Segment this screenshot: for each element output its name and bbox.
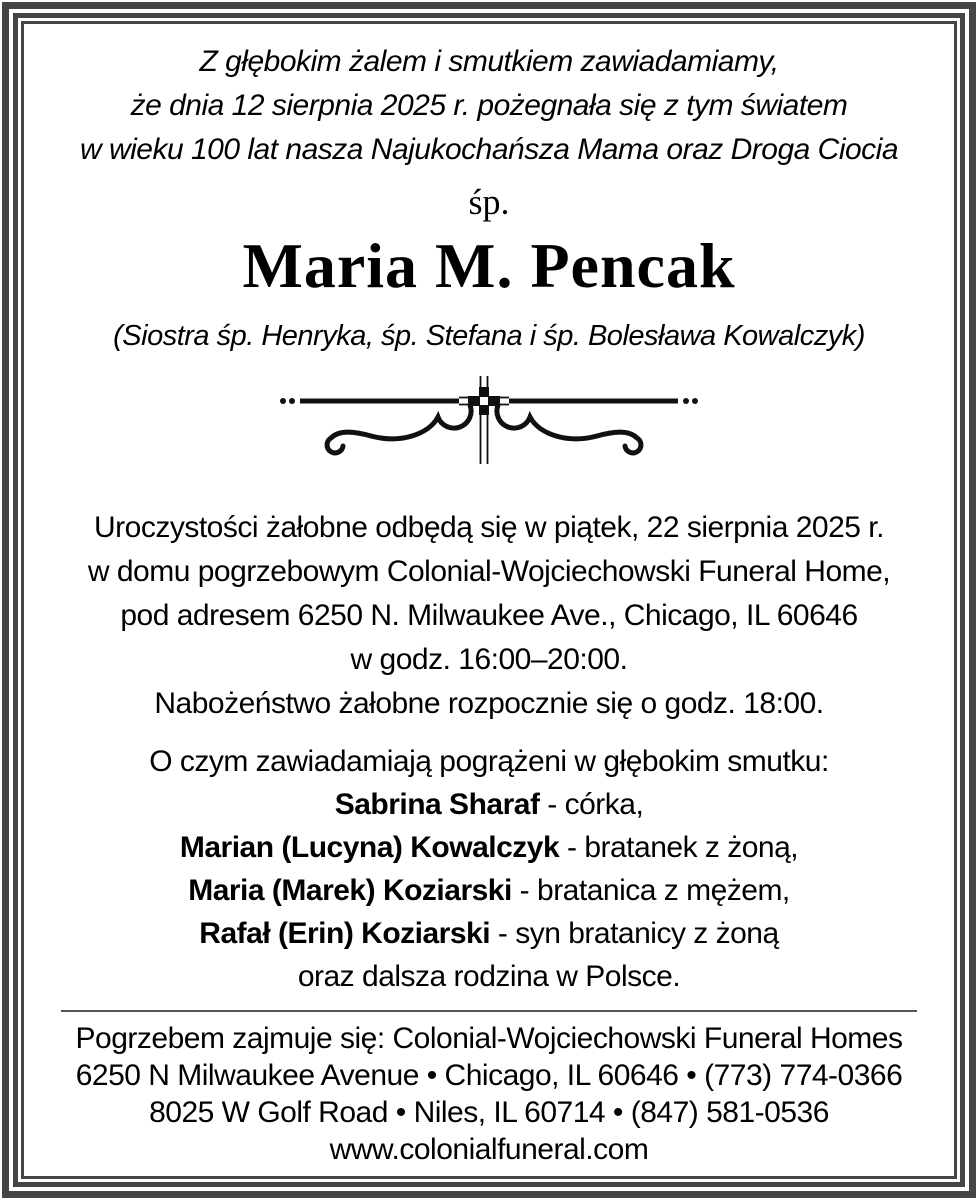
mourner-relation: - bratanek z żoną,	[559, 831, 799, 864]
service-line: w domu pogrzebowym Colonial-Wojciechowski Funeral Home,	[87, 555, 891, 588]
mourners-closing: oraz dalsza rodzina w Polsce.	[297, 960, 681, 993]
mourner-entry	[24, 783, 954, 826]
intro-block	[24, 40, 954, 172]
sp-abbreviation: śp.	[468, 182, 510, 222]
right-flourish	[497, 405, 641, 453]
mourner-entry	[24, 912, 954, 955]
mourner-relation: - syn bratanicy z żoną	[490, 917, 779, 950]
mourner-name: Rafał (Erin) Koziarski	[199, 917, 491, 950]
mourner-name: Sabrina Sharaf	[334, 788, 540, 821]
deceased-name: Maria M. Pencak	[242, 230, 736, 301]
mourner-name: Maria (Marek) Koziarski	[188, 874, 512, 907]
cross-flourish-graphic	[279, 374, 699, 466]
mourner-entry	[24, 826, 954, 869]
mourner-relation: - córka,	[539, 788, 644, 821]
relation-line: (Siostra śp. Henryka, śp. Stefana i śp. Bolesława Kowalczyk)	[113, 320, 865, 352]
left-flourish	[327, 405, 471, 453]
frame-inner	[21, 21, 957, 1179]
footer-divider-line	[61, 1010, 917, 1012]
divider-ornament	[24, 374, 954, 466]
intro-line: w wieku 100 lat nasza Najukochańsza Mama oraz Droga Ciocia	[79, 133, 899, 166]
intro-line: że dnia 12 sierpnia 2025 r. pożegnała się z tym światem	[130, 89, 848, 122]
intro-line: Z głębokim żalem i smutkiem zawiadamiamy,	[199, 45, 779, 78]
mourners-heading: O czym zawiadamiają pogrążeni w głębokim smutku:	[149, 745, 829, 778]
footer-line: 6250 N Milwaukee Avenue • Chicago, IL 60646 • (773) 774-0366	[75, 1059, 903, 1092]
service-line: pod adresem 6250 N. Milwaukee Ave., Chicago, IL 60646	[120, 599, 858, 632]
frame-outer	[2, 2, 976, 1198]
frame-middle	[13, 13, 965, 1187]
footer-line: 8025 W Golf Road • Niles, IL 60714 • (847) 581-0536	[149, 1096, 829, 1129]
mourner-relation: - bratanica z mężem,	[511, 874, 790, 907]
footer-line: Pogrzebem zajmuje się: Colonial-Wojciechowski Funeral Homes	[75, 1022, 903, 1055]
service-line: Uroczystości żałobne odbędą się w piątek, 22 sierpnia 2025 r.	[94, 511, 884, 544]
service-details-block	[24, 506, 954, 726]
service-line: Nabożeństwo żałobne rozpocznie się o godz. 18:00.	[154, 687, 824, 720]
service-line: w godz. 16:00–20:00.	[350, 643, 628, 676]
footer-website: www.colonialfuneral.com	[329, 1133, 649, 1166]
notice-content	[24, 24, 954, 1176]
funeral-home-footer	[24, 1020, 954, 1168]
mourner-entry	[24, 869, 954, 912]
mourner-name: Marian (Lucyna) Kowalczyk	[179, 831, 560, 864]
mourners-block	[24, 740, 954, 998]
